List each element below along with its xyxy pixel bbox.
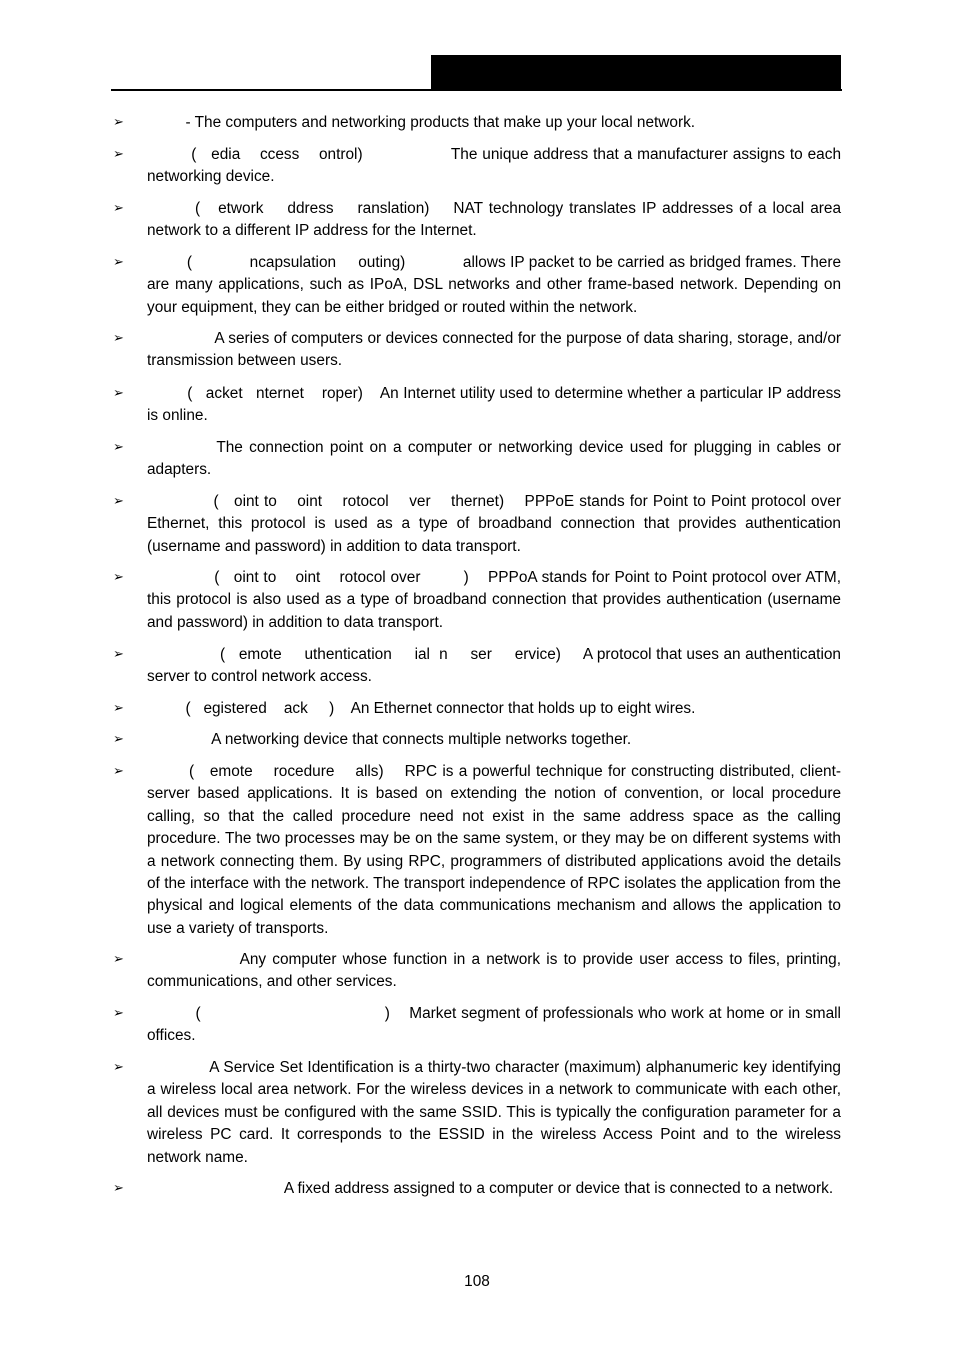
entry-text: A networking device that connects multiple networks together. [147,731,632,748]
glossary-entry-ner [113,252,846,319]
entry-text: ( oint to oint rotocol ver thernet) PPPoE stands for Point to Point protocol over Ethernet, this protocol is used as a type of broadband connection that provides authentication (username and password) in addition to data transport. [147,493,846,555]
glossary-entry-rpc [113,761,846,940]
bullet-arrow-icon: ➢ [113,440,124,455]
entry-text: ( ncapsulation outing) allows IP packet to be carried as bridged frames. There are many applications, such as IPoA, DSL networks and other frame-based network. Depending on your equipment, they can be either bridged or routed within the network. [147,254,846,316]
entry-text: Any computer whose function in a network is to provide user access to files, printing, communications, and other services. [147,951,846,991]
bullet-arrow-icon: ➢ [113,1006,124,1021]
glossary-entry-port [113,437,846,482]
entry-text: ( egistered ack ) An Ethernet connector that holds up to eight wires. [147,700,696,717]
glossary-entry-server [113,949,846,994]
header-bar [431,55,841,89]
glossary-entry-nat [113,198,846,243]
bullet-arrow-icon: ➢ [113,952,124,967]
glossary-entry-rj45 [113,698,841,720]
entry-text: - The computers and networking products that make up your local network. [147,114,696,131]
bullet-arrow-icon: ➢ [113,732,124,747]
entry-text: ( etwork ddress ranslation) NAT technology translates IP addresses of a local area network to a different IP address for the Internet. [147,200,846,240]
bullet-arrow-icon: ➢ [113,147,124,162]
glossary-entry-radius [113,644,846,689]
glossary-entry-ssid [113,1057,846,1169]
bullet-arrow-icon: ➢ [113,115,124,130]
entry-text: ( emote uthentication ial n ser ervice) A protocol that uses an authentication server to control network access. [147,646,846,686]
glossary-entry-ping [113,383,846,428]
glossary-entry-soho [113,1003,846,1048]
entry-text: A series of computers or devices connected for the purpose of data sharing, storage, and/or transmission between users. [147,330,846,370]
bullet-arrow-icon: ➢ [113,255,124,270]
entry-text: ( oint to oint rotocol over ) PPPoA stands for Point to Point protocol over ATM, this protocol is also used as a type of broadband connection that provides authentication (username and password) in addition to data transport. [147,569,846,631]
glossary-entry-router [113,729,841,751]
entry-text: The connection point on a computer or networking device used for plugging in cables or adapters. [147,439,846,479]
bullet-arrow-icon: ➢ [113,764,124,779]
glossary-entry-mac-address [113,144,846,189]
bullet-arrow-icon: ➢ [113,1060,124,1075]
entry-text: ( ) Market segment of professionals who work at home or in small offices. [147,1005,846,1045]
page-number: 108 [464,1273,490,1290]
entry-text: ( edia ccess ontrol) The unique address that a manufacturer assigns to each networking device. [147,146,846,186]
glossary-entry-pppoa [113,567,846,634]
bullet-arrow-icon: ➢ [113,647,124,662]
entry-text: A fixed address assigned to a computer or device that is connected to a network. [147,1180,834,1197]
entry-text: ( acket nternet roper) An Internet utility used to determine whether a particular IP address is online. [147,385,846,425]
glossary-entry-pppoe [113,491,846,558]
header-rule [111,89,842,91]
glossary-entry-network [113,328,846,373]
glossary-entry-lan [113,112,841,134]
bullet-arrow-icon: ➢ [113,201,124,216]
bullet-arrow-icon: ➢ [113,1181,124,1196]
bullet-arrow-icon: ➢ [113,701,124,716]
glossary-entry-static-ip [113,1178,841,1200]
bullet-arrow-icon: ➢ [113,494,124,509]
bullet-arrow-icon: ➢ [113,386,124,401]
entry-text: A Service Set Identification is a thirty-two character (maximum) alphanumeric key identifying a wireless local area network. For the wireless devices in a network to communicate with each other, all devices must be configured with the same SSID. This is typically the configuration parameter for a wireless PC card. It corresponds to the ESSID in the wireless Access Point and to the wireless network name. [147,1059,846,1166]
bullet-arrow-icon: ➢ [113,570,124,585]
entry-text: ( emote rocedure alls) RPC is a powerful technique for constructing distributed, client-server based applications. It is based on extending the notion of convention, or local procedure calling, so that the called procedure need not exist in the same address space as the calling procedure. The two processes may be on the same system, or they may be on different systems with a network connecting them. By using RPC, programmers of distributed applications avoid the details of the interface with the network. The transport independence of RPC isolates the application from the physical and logical elements of the data communications mechanism and allows the application to use a variety of transports. [147,763,846,937]
bullet-arrow-icon: ➢ [113,331,124,346]
